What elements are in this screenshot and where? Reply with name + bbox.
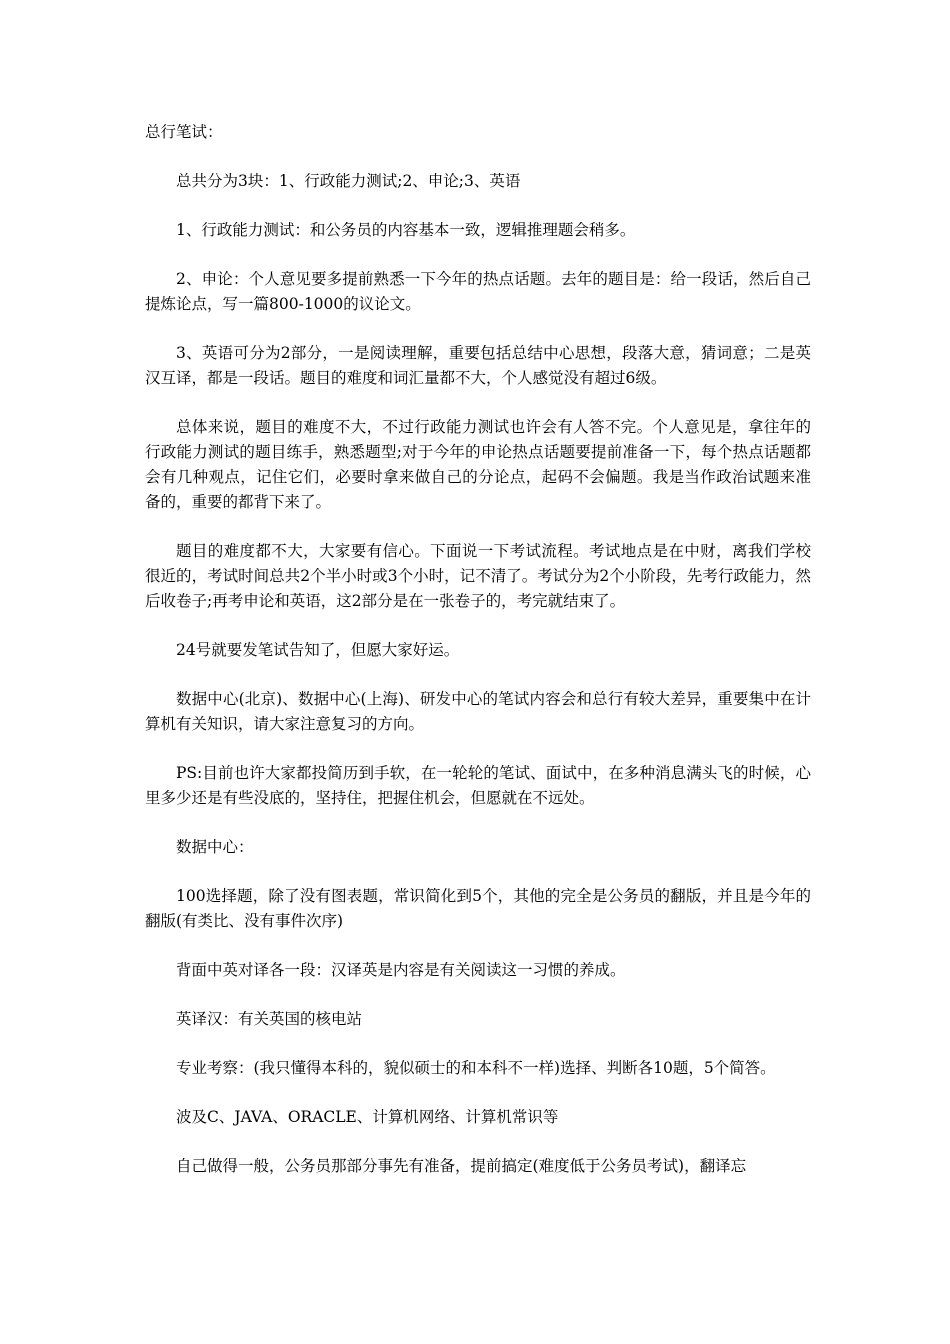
- paragraph-essay: 2、申论：个人意见要多提前熟悉一下今年的热点话题。去年的题目是：给一段话，然后自己提炼论点，写一篇800-1000的议论文。: [145, 270, 811, 313]
- paragraph-english-to-chinese: 英译汉：有关英国的核电站: [176, 1010, 363, 1028]
- paragraph-exam-overview: 总共分为3块：1、行政能力测试;2、申论;3、英语: [176, 172, 521, 190]
- document-page: [145, 120, 811, 1203]
- paragraph-self-assessment: 自己做得一般，公务员那部分事先有准备，提前搞定(难度低于公务员考试)，翻译忘: [176, 1157, 747, 1175]
- section-heading-head-office-exam: 总行笔试：: [145, 123, 223, 141]
- paragraph-multiple-choice: 100选择题，除了没有图表题，常识简化到5个，其他的完全是公务员的翻版，并且是今年的翻版(有类比、没有事件次序): [145, 887, 811, 930]
- paragraph-professional-test: 专业考察：(我只懂得本科的，貌似硕士的和本科不一样)选择、判断各10题，5个简答。: [176, 1059, 776, 1077]
- paragraph-data-centers: 数据中心(北京)、数据中心(上海)、研发中心的笔试内容会和总行有较大差异，重要集中在计算机有关知识，请大家注意复习的方向。: [145, 690, 811, 733]
- paragraph-exam-process: 题目的难度都不大，大家要有信心。下面说一下考试流程。考试地点是在中财，离我们学校很近的，考试时间总共2个半小时或3个小时，记不清了。考试分为2个小阶段，先考行政能力，然后收卷子;再考申论和英语，这2部分是在一张卷子的，考完就结束了。: [145, 542, 811, 610]
- paragraph-good-luck: 24号就要发笔试告知了，但愿大家好运。: [176, 641, 460, 659]
- paragraph-data-center-heading: 数据中心：: [176, 838, 254, 856]
- paragraph-overall-advice: 总体来说，题目的难度不大，不过行政能力测试也许会有人答不完。个人意见是，拿往年的行政能力测试的题目练手，熟悉题型;对于今年的申论热点话题要提前准备一下，每个热点话题都会有几种观点，记住它们，必要时拿来做自己的分论点，起码不会偏题。我是当作政治试题来准备的，重要的都背下来了。: [145, 418, 811, 511]
- paragraph-admin-ability-test: 1、行政能力测试：和公务员的内容基本一致，逻辑推理题会稍多。: [176, 221, 636, 239]
- paragraph-ps: PS:目前也许大家都投简历到手软，在一轮轮的笔试、面试中，在多种消息满头飞的时候，心里多少还是有些没底的，坚持住，把握住机会，但愿就在不远处。: [145, 764, 811, 807]
- paragraph-translation: 背面中英对译各一段：汉译英是内容是有关阅读这一习惯的养成。: [176, 961, 626, 979]
- paragraph-english: 3、英语可分为2部分，一是阅读理解，重要包括总结中心思想，段落大意，猜词意；二是英汉互译，都是一段话。题目的难度和词汇量都不大，个人感觉没有超过6级。: [145, 344, 811, 387]
- paragraph-topics: 波及C、JAVA、ORACLE、计算机网络、计算机常识等: [176, 1108, 559, 1126]
